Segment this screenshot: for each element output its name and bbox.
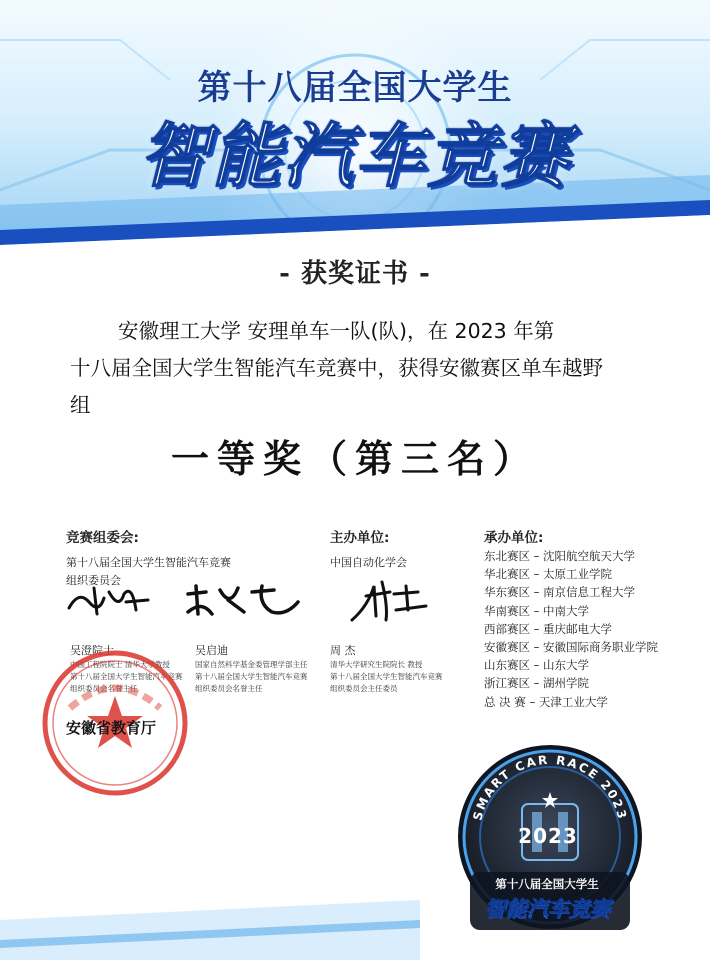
host-item: 华北赛区 – 太原工业学院 bbox=[484, 567, 613, 582]
body-line-1 bbox=[70, 313, 650, 350]
sig1-name: 吴澄院士 bbox=[70, 644, 114, 657]
sponsor-column bbox=[330, 526, 470, 572]
sponsor-title: 主办单位: bbox=[330, 530, 390, 546]
signature-zhou-jie bbox=[348, 576, 438, 626]
sig3-name: 周 杰 bbox=[330, 644, 356, 657]
badge-title: 智能汽车竞赛 bbox=[484, 897, 611, 921]
host-item: 华东赛区 – 南京信息工程大学 bbox=[484, 585, 636, 600]
sig2-desc-line: 国家自然科学基金委管理学部主任 bbox=[195, 660, 308, 669]
sig3-desc-line: 第十八届全国大学生智能汽车竞赛 bbox=[330, 672, 443, 681]
body-line-3: 组 bbox=[70, 393, 91, 417]
sig2-name: 吴启迪 bbox=[195, 644, 228, 657]
competition-subtitle: 第十八届全国大学生 bbox=[197, 68, 513, 108]
badge-arc-text: SMART CAR RACE 2023 bbox=[470, 752, 630, 822]
sponsor-line-1: 中国自动化学会 bbox=[330, 556, 407, 569]
signature-wu-qidi bbox=[182, 580, 302, 620]
organizer-title: 竞赛组委会: bbox=[66, 530, 139, 546]
competition-title: 智能汽车竞赛 bbox=[139, 115, 571, 197]
sig3-desc-line: 清华大学研究生院院长 教授 bbox=[330, 660, 423, 669]
hosts-list bbox=[484, 547, 658, 711]
sig1-desc-line: 第十八届全国大学生智能汽车竞赛 bbox=[70, 672, 183, 681]
sig2-desc-line: 组织委员会名誉主任 bbox=[195, 684, 263, 693]
host-item: 山东赛区 – 山东大学 bbox=[484, 658, 590, 673]
badge-year: 2023 bbox=[518, 824, 578, 848]
host-item: 华南赛区 – 中南大学 bbox=[484, 603, 590, 618]
host-item: 东北赛区 – 沈阳航空航天大学 bbox=[484, 549, 636, 563]
sig2-desc bbox=[195, 659, 308, 695]
certificate-body bbox=[70, 313, 650, 424]
sig3-desc bbox=[330, 659, 443, 695]
host-item: 总 决 赛 – 天津工业大学 bbox=[484, 694, 608, 709]
sig1-desc-line: 中国工程院院士 清华大学教授 bbox=[70, 660, 170, 669]
signature-wu-cheng bbox=[64, 580, 154, 620]
host-item: 浙江赛区 – 湖州学院 bbox=[484, 676, 590, 691]
award-level: 一等奖（第三名） bbox=[170, 436, 539, 481]
organizer-line-2: 组织委员会 bbox=[66, 574, 121, 587]
organizer-line-1: 第十八届全国大学生智能汽车竞赛 bbox=[66, 556, 231, 569]
sig1-desc-line: 组织委员会名誉主任 bbox=[70, 684, 138, 693]
sig3-desc-line: 组织委员会主任委员 bbox=[330, 684, 398, 693]
host-item: 西部赛区 – 重庆邮电大学 bbox=[484, 621, 613, 636]
seal-label: 安徽省教育厅 bbox=[66, 719, 157, 737]
sig2-desc-line: 第十八届全国大学生智能汽车竞赛 bbox=[195, 672, 308, 681]
badge-caption: 第十八届全国大学生 bbox=[495, 877, 599, 891]
hosts-title: 承办单位: bbox=[484, 530, 544, 546]
body-line-1-text: 安徽理工大学 安理单车一队(队)，在 2023 年第 bbox=[118, 319, 555, 343]
body-line-2: 十八届全国大学生智能汽车竞赛中，获得安徽赛区单车越野 bbox=[70, 356, 603, 380]
host-item: 安徽赛区 – 安徽国际商务职业学院 bbox=[484, 640, 659, 655]
certificate-heading: - 获奖证书 - bbox=[279, 259, 431, 289]
